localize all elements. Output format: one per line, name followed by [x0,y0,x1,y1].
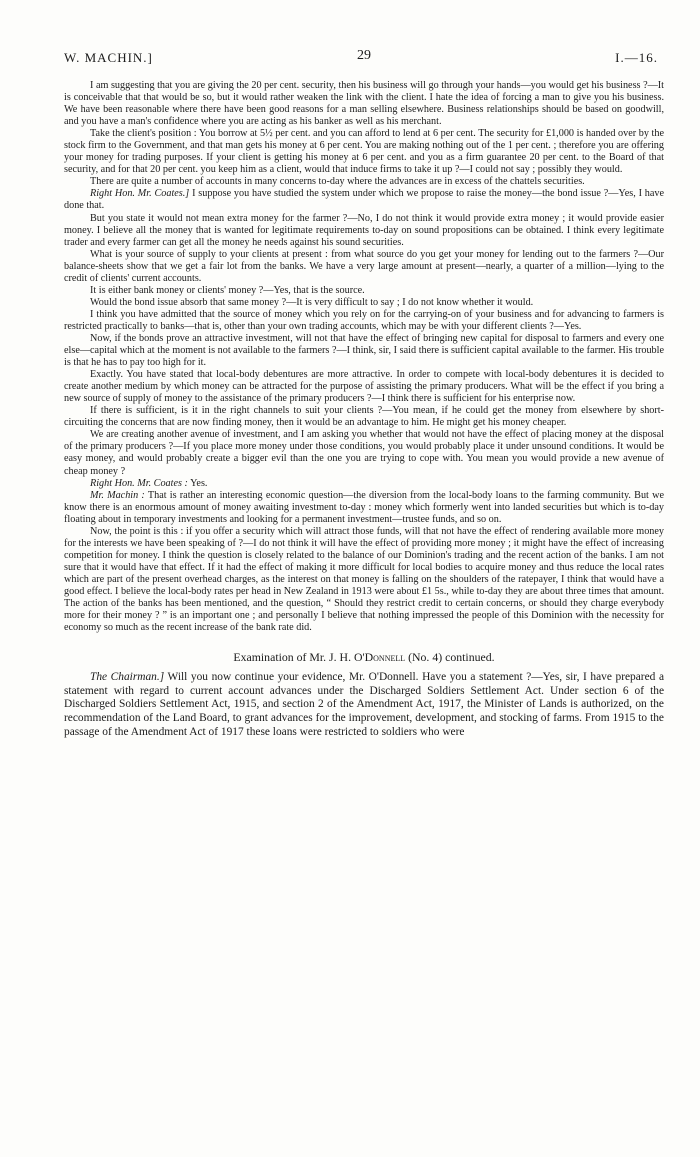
paragraph [64,285,664,297]
paragraph [64,490,664,526]
paragraph [64,369,664,405]
paragraph [64,671,664,739]
paragraph [64,249,664,285]
speaker-label: Right Hon. Mr. Coates : [90,477,188,489]
paragraph-text: I am suggesting that you are giving the 20 per cent. security, then his business will go through your hands—you would get his business ?—It is conceivable that that would be so, but it would rather weaken the link with the client. I hate the idea of forcing a man to give you his business. We have been reasonable where there have been good reasons for a man selling elsewhere. Business relationships should be based on goodwill, and you have a man's confidence where you are acting as his banker as well as his merchant. [64,80,664,128]
paragraph-text: Now, if the bonds prove an attractive investment, will not that have the effect of bringing new capital for disposal to farmers and every one else—capital which at the moment is not available to the farmers ?—I think, sir, I said there is sufficient capital available to the farmer. His trouble is that he has to pay too high for it. [64,332,664,369]
paragraph [64,309,664,333]
section-heading [64,650,664,665]
paragraph [64,176,664,188]
paragraph [64,526,664,634]
paragraph-text: If there is sufficient, is it in the right channels to suit your clients ?—You mean, if he could get the money from elsewhere by short-circuiting the concerns that are now finding money, then it would be an advantage to him. He might get his money cheaper. [64,405,664,429]
paragraph-text: Now, the point is this : if you offer a security which will attract those funds, will that not have the effect of rendering available more money for the interests we have been speaking of ?—I do not think it will have the effect of providing more money ; it might have the effect of increasing competition for money. I think the question is closely related to the balance of our Dominion's trading and the recent action of the banks. I am not sure that it would have that effect. If it had the effect of making it more difficult for local bodies to acquire money and thus reduce the local rates which are part of the present overhead charges, as the interest on that money is falling on the shoulders of the ratepayer, I think that would have a good effect. I believe the local-body rates per head in New Zealand in 1913 were about £1 5s., while to-day they are about three times that amount. The action of the banks has been mentioned, and the question, “ Should they restrict credit to certain concerns, or should they charge everybody more for their money ? ” is an important one ; and personally I believe that nothing impressed the people of this Dominion with the necessity for economy so much as the recent increase of the bank rate did. [64,525,664,634]
section-heading-name: O'Donnell [353,650,406,665]
paragraph-text: Would the bond issue absorb that same money ?—It is very difficult to say ; I do not know whether it would. [90,296,534,308]
page-header [64,38,664,66]
paragraph [64,429,664,477]
section-paragraphs [64,671,664,739]
paragraph [64,80,664,128]
paragraph [64,478,664,490]
paragraph-text: It is either bank money or clients' money ?—Yes, that is the source. [90,284,365,296]
paragraph [64,297,664,309]
paragraph [64,213,664,249]
paragraph-text: I suppose you have studied the system under which we propose to raise the money—the bond issue ?—Yes, I have done that. [64,188,665,212]
paragraph [64,333,664,369]
page-number: 29 [357,48,371,63]
speaker-label: Mr. Machin : [90,489,145,501]
section-heading-prefix: Examination of Mr. J. H. [233,650,354,665]
section-heading-suffix: (No. 4) continued. [405,650,495,665]
paragraph-text: Exactly. You have stated that local-body debentures are more attractive. In order to compete with local-body debentures it is decided to create another medium by which money can be attracted for the purpose of assisting the primary producers. What will be the effect if you bring a new source of supply of money to the assistance of the primary producers ?—I think there is sufficient for his enterprise now. [64,369,664,405]
paragraph-text: Will you now continue your evidence, Mr. O'Donnell. Have you a statement ?—Yes, sir, I have prepared a statement with regard to current account advances under the Discharged Soldiers Settlement Act. Under section 6 of the Discharged Soldiers Settlement Act, 1915, and section 2 of the Amendment Act, 1917, the Minister of Lands is authorized, on the recommendation of the Land Board, to grant advances for the improvement, development, and stocking of farms. From 1915 to the passage of the Amendment Act of 1917 these loans were restricted to soldiers who were [64,671,664,738]
document-body [64,80,664,739]
paragraph [64,405,664,429]
paragraph-text: We are creating another avenue of investment, and I am asking you whether that would not have the effect of placing money at the disposal of the primary producers ?—If you place more money under those conditions, you would probably place it under unsound conditions. It would be easy money, and would probably create a bigger evil than the one you are trying to cope with. You mean you would provide a new avenue of cheap money ? [64,429,664,477]
speaker-label: The Chairman.] [90,671,165,684]
paragraph-text: But you state it would not mean extra money for the farmer ?—No, I do not think it would provide extra money ; it would provide easier money. I believe all the money that is wanted for legitimate requirements to-day on sound propositions can be obtained. I think every legitimate trader and every farmer can get all the money he needs against his sound securities. [64,212,664,248]
paragraph [64,188,664,212]
paragraph-text: Take the client's position : You borrow at 5½ per cent. and you can afford to lend at 6 per cent. The security for £1,000 is handed over by the stock firm to the Government, and that man gets his money at 6 per cent. You are making nothing out of the 1 per cent. ; therefore you are offering your money for trading purposes. If your client is getting his money at 6 per cent. and you as a firm guarantee 20 per cent. to the Board of that security, and for that 20 per cent. you keep him as a client, would that induce firms to take it up ?—I could not say ; possibly they would. [64,128,664,176]
paragraph-text: What is your source of supply to your clients at present : from what source do you get your money for lending out to the farmers ?—Our balance-sheets show that we get a fair lot from the banks. We have a very large amount at present—nearly, a quarter of a million—lying to the credit of clients' current accounts. [64,248,664,284]
paragraph-text: There are quite a number of accounts in many concerns to-day where the advances are in excess of the chattels securities. [90,176,585,188]
speaker-label: Right Hon. Mr. Coates.] [90,188,190,200]
testimony-paragraphs [64,80,664,634]
paragraph-text: That is rather an interesting economic question—the diversion from the local-body loans to the farming community. But we know there is an enormous amount of money awaiting investment to-day : money which formerly went into landed securities but which is to-day floating about in temporary investments and looking for a permanent investment—trustee funds, and so on. [64,489,664,525]
header-reference: I.—16. [615,50,658,65]
paragraph-text: I think you have admitted that the source of money which you rely on for the carrying-on of your business and for advancing to farmers is restricted practically to banks—that is, other than your own trading accounts, which may be with your different clients ?—Yes. [64,308,664,332]
header-witness: W. MACHIN.] [64,50,153,65]
paragraph-text: Yes. [190,477,208,489]
paragraph [64,128,664,176]
